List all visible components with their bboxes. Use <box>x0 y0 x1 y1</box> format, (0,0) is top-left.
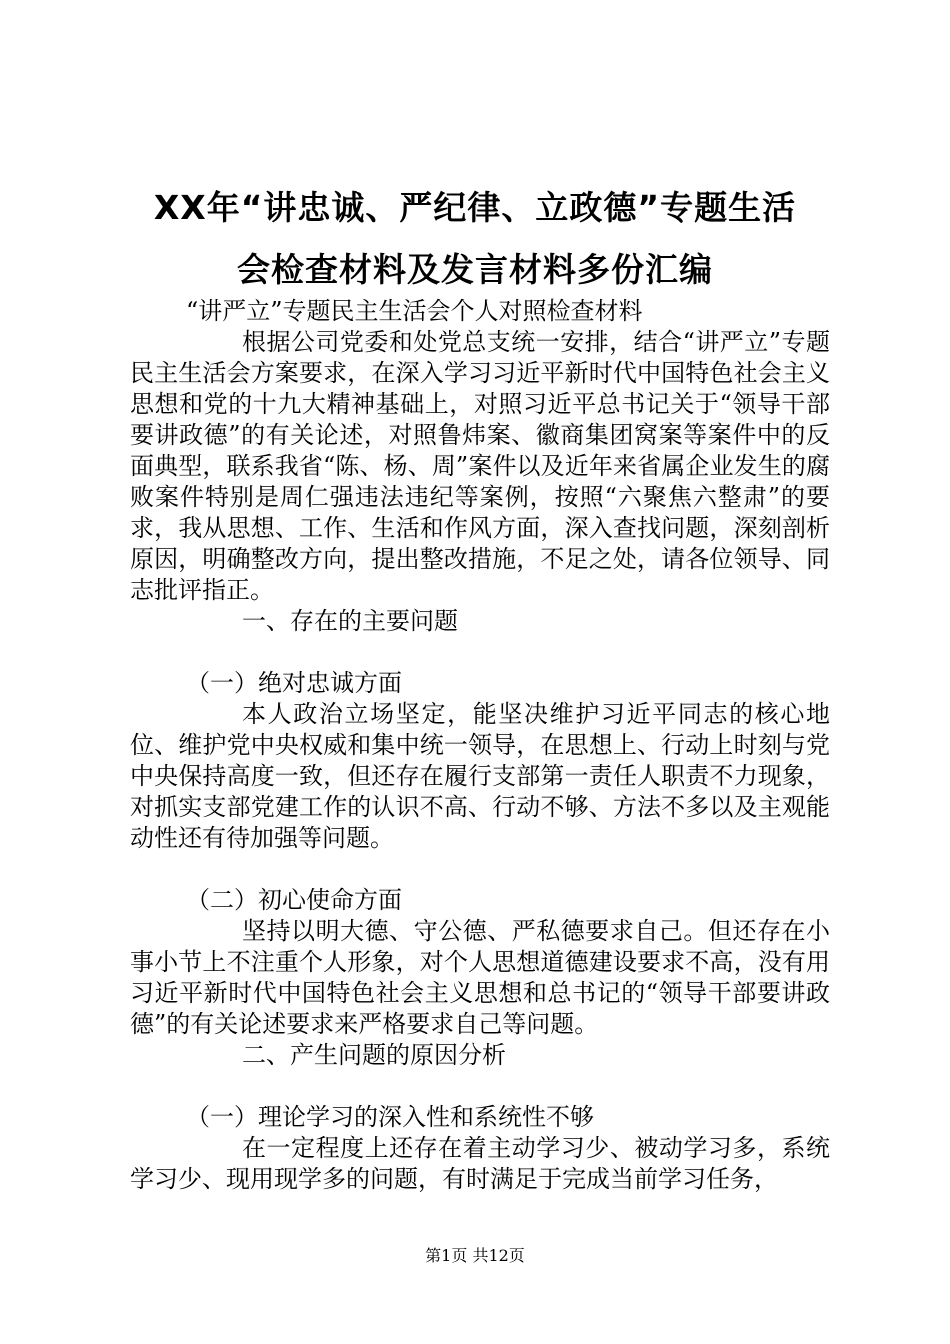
blank-line <box>130 637 830 668</box>
document-title-line-2: 会检查材料及发言材料多份汇编 <box>237 250 713 289</box>
document-subtitle: “讲严立”专题民主生活会个人对照检查材料 <box>186 297 643 325</box>
section-1-item-1-heading: （一）绝对忠诚方面 <box>186 669 402 697</box>
document-title-line-1: XX年“讲忠诚、严纪律、立政德”专题生活 <box>153 188 797 227</box>
section-1-heading: 一、存在的主要问题 <box>242 607 458 635</box>
intro-paragraph: 根据公司党委和处党总支统一安排，结合“讲严立”专题民主生活会方案要求，在深入学习习近平新时代中国特色社会主义思想和党的十九大精神基础上，对照习近平总书记关于“领导干部要讲政德”的有关论述，对照鲁炜案、徽商集团窝案等案件中的反面典型，联系我省“陈、杨、周”案件以及近年来省属企业发生的腐败案件特别是周仁强违法违纪等案例，按照“六聚焦六整肃”的要求，我从思想、工作、生活和作风方面，深入查找问题，深刻剖析原因，明确整改方向，提出整改措施，不足之处，请各位领导、同志批评指正。 <box>130 328 830 604</box>
section-2-item-1-heading: （一）理论学习的深入性和系统性不够 <box>186 1103 594 1131</box>
document-body <box>130 296 830 1195</box>
blank-line <box>130 854 830 885</box>
section-2-heading: 二、产生问题的原因分析 <box>242 1041 506 1069</box>
section-2-item-1-paragraph: 在一定程度上还存在着主动学习少、被动学习多，系统学习少、现用现学多的问题，有时满足于完成当前学习任务， <box>130 1134 830 1193</box>
section-1-item-2-paragraph: 坚持以明大德、守公德、严私德要求自己。但还存在小事小节上不注重个人形象，对个人思想道德建设要求不高，没有用习近平新时代中国特色社会主义思想和总书记的“领导干部要讲政德”的有关论述要求来严格要求自己等问题。 <box>130 917 830 1038</box>
section-1-item-1-paragraph: 本人政治立场坚定，能坚决维护习近平同志的核心地位、维护党中央权威和集中统一领导，在思想上、行动上时刻与党中央保持高度一致，但还存在履行支部第一责任人职责不力现象，对抓实支部党建工作的认识不高、行动不够、方法不多以及主观能动性还有待加强等问题。 <box>130 700 830 852</box>
page-footer: 第1页 共12页 <box>425 1246 525 1265</box>
blank-line <box>130 1071 830 1102</box>
section-1-item-2-heading: （二）初心使命方面 <box>186 886 402 914</box>
